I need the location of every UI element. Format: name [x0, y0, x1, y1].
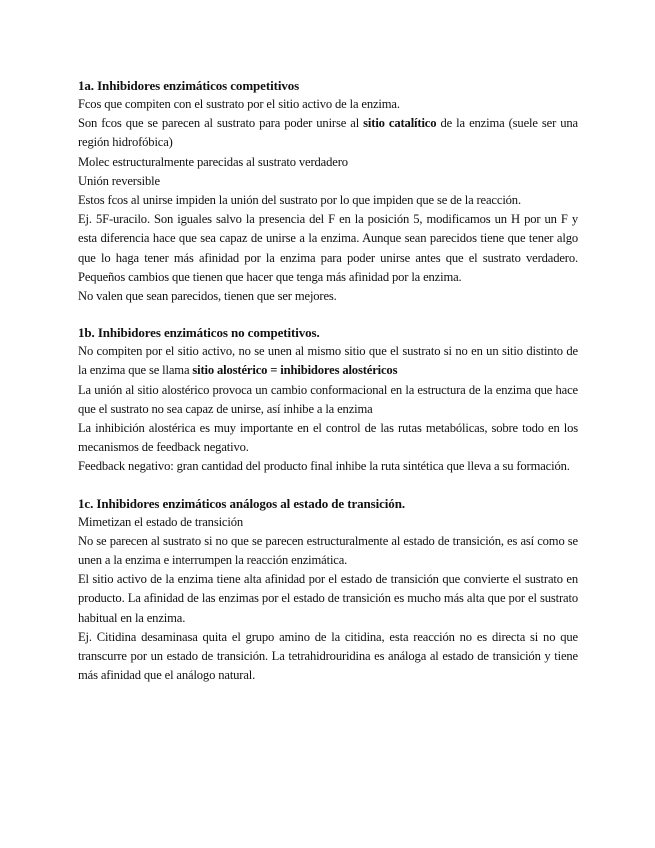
paragraph [78, 419, 578, 457]
paragraph [78, 210, 578, 287]
text-run: El sitio activo de la enzima tiene alta afinidad por el estado de transición que convierte el sustrato en producto. La afinidad de las enzimas por el estado de transición es mucho más alta que por el sustrato habitual en la enzima. [78, 572, 578, 625]
bold-term: sitio catalítico [363, 116, 437, 131]
text-run: Feedback negativo: gran cantidad del producto final inhibe la ruta sintética que lleva a su formación. [78, 459, 570, 474]
paragraph [78, 172, 578, 191]
paragraph [78, 153, 578, 172]
section-transition-state [78, 494, 578, 686]
paragraph [78, 114, 578, 152]
paragraph [78, 191, 578, 210]
text-run: Estos fcos al unirse impiden la unión del sustrato por lo que impiden que se de la reacción. [78, 193, 521, 208]
text-run: Molec estructuralmente parecidas al sustrato verdadero [78, 154, 348, 169]
text-run: La inhibición alostérica es muy importante en el control de las rutas metabólicas, sobre todo en los mecanismos de feedback negativo. [78, 421, 578, 455]
section-heading: 1a. Inhibidores enzimáticos competitivos [78, 78, 300, 93]
section-noncompetitive [78, 323, 578, 476]
paragraph [78, 628, 578, 686]
text-run: No valen que sean parecidos, tienen que ser mejores. [78, 289, 337, 304]
text-run: Fcos que compiten con el sustrato por el sitio activo de la enzima. [78, 97, 400, 111]
paragraph [78, 287, 578, 306]
document-page [78, 76, 578, 702]
text-run: de la enzima (suele ser una región hidrofóbica) [78, 116, 578, 150]
bold-term: sitio alostérico = inhibidores alostéricos [192, 363, 398, 378]
section-heading: 1b. Inhibidores enzimáticos no competitivos. [78, 325, 320, 341]
paragraph [78, 95, 578, 114]
paragraph [78, 342, 578, 380]
paragraph [78, 513, 578, 532]
section-heading: 1c. Inhibidores enzimáticos análogos al estado de transición. [78, 495, 405, 511]
text-run: No compiten por el sitio activo, no se unen al mismo sitio que el sustrato si no en un sitio distinto de la enzima que se llama [78, 344, 578, 378]
paragraph [78, 381, 578, 419]
section-competitive [78, 76, 578, 306]
paragraph [78, 532, 578, 570]
text-run: La unión al sitio alostérico provoca un cambio conformacional en la estructura de la enzima que hace que el sustrato no sea capaz de unirse, así inhibe a la enzima [78, 382, 578, 416]
paragraph [78, 570, 578, 628]
text-run: Son fcos que se parecen al sustrato para poder unirse al [78, 116, 364, 131]
text-run: Mimetizan el estado de transición [78, 514, 244, 529]
text-run: Ej. Citidina desaminasa quita el grupo amino de la citidina, esta reacción no es directa si no que transcurre por un estado de transición. La tetrahidrouridina es análoga al estado de transición y tiene más afinidad que el análogo natural. [78, 629, 578, 683]
text-run: Ej. 5F-uracilo. Son iguales salvo la presencia del F en la posición 5, modificamos un H por un F y esta diferencia hace que sea capaz de unirse a la enzima. Aunque sean parecidos tiene que tener algo que lo haga tener más afinidad por la enzima para poder unirse antes que el sustrato verdadero. Pequeños cambios que tienen que hacer que tenga más afinidad por la enzima. [78, 212, 578, 284]
text-run: Unión reversible [78, 173, 160, 188]
text-run: No se parecen al sustrato si no que se parecen estructuralmente al estado de transición, es así como se unen a la enzima e interrumpen la reacción enzimática. [78, 533, 578, 568]
paragraph [78, 457, 578, 476]
